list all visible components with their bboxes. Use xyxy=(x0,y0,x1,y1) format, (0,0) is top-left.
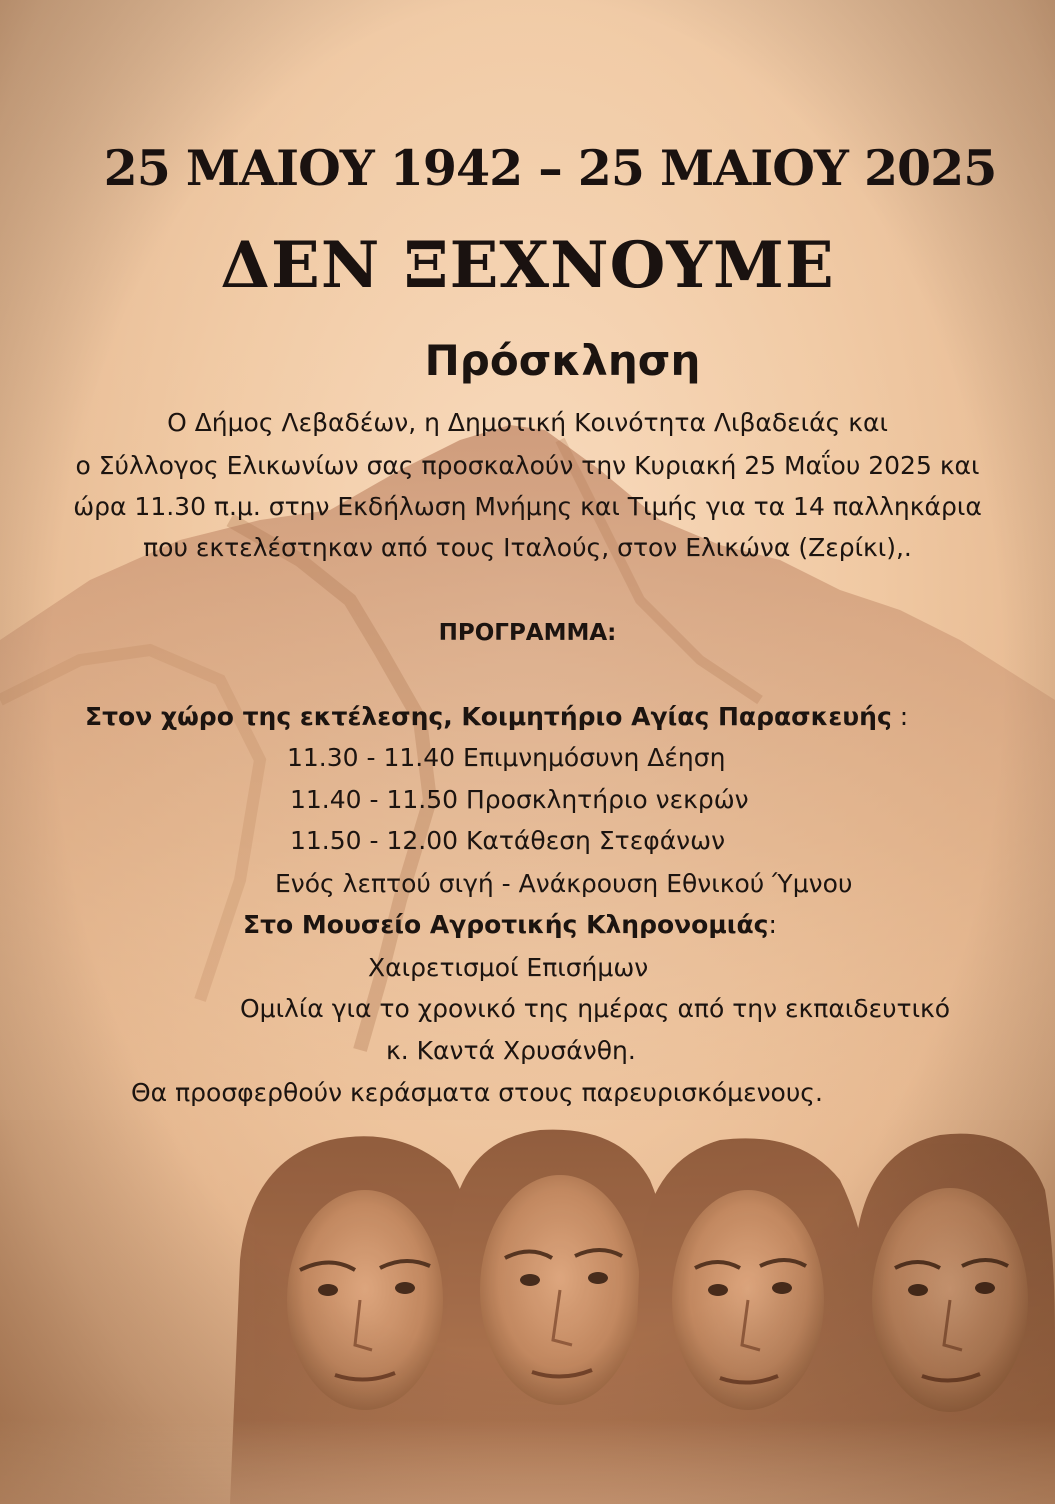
section2-suffix: : xyxy=(768,910,777,939)
schedule-item: Χαιρετισμοί Επισήμων xyxy=(368,953,649,982)
intro-line: ώρα 11.30 π.μ. στην Εκδήλωση Μνήμης και Τιμής για τα 14 παλληκάρια xyxy=(73,492,982,521)
schedule-item: 11.50 - 12.00 Κατάθεση Στεφάνων xyxy=(290,826,726,855)
schedule-item: κ. Καντά Χρυσάνθη. xyxy=(386,1036,636,1065)
section1-title: Στον χώρο της εκτέλεσης, Κοιμητήριο Αγίας Παρασκευής xyxy=(85,702,892,731)
section2-title: Στο Μουσείο Αγροτικής Κληρονομιάς xyxy=(243,910,769,939)
schedule-item: 11.30 - 11.40 Επιμνημόσυνη Δέηση xyxy=(287,743,726,772)
section1-suffix: : xyxy=(891,702,909,731)
schedule-item: Ομιλία για το χρονικό της ημέρας από την εκπαιδευτικό xyxy=(240,994,951,1023)
intro-line: Ο Δήμος Λεβαδέων, η Δημοτική Κοινότητα Λιβαδειάς και xyxy=(167,408,888,437)
schedule-item: Ενός λεπτού σιγή - Ανάκρουση Εθνικού Ύμνου xyxy=(275,869,853,898)
header-slogan: ΔΕΝ ΞΕΧΝΟΥΜΕ xyxy=(220,228,835,303)
program-title: ΠΡΟΓΡΑΜΜΑ: xyxy=(438,620,617,646)
intro-line: ο Σύλλογος Ελικωνίων σας προσκαλούν την Κυριακή 25 Μαΐου 2025 και xyxy=(75,451,980,480)
schedule-item: 11.40 - 11.50 Προσκλητήριο νεκρών xyxy=(290,785,749,814)
invitation-title: Πρόσκληση xyxy=(424,336,701,385)
section1-heading xyxy=(85,702,908,732)
closing-note: Θα προσφερθούν κεράσματα στους παρευρισκόμενους. xyxy=(131,1078,823,1107)
intro-line: που εκτελέστηκαν από τους Ιταλούς, στον Ελικώνα (Ζερίκι),. xyxy=(143,533,912,562)
header-dates: 25 ΜΑΙΟΥ 1942 – 25 ΜΑΙΟΥ 2025 xyxy=(103,139,997,197)
section2-heading xyxy=(243,910,777,940)
